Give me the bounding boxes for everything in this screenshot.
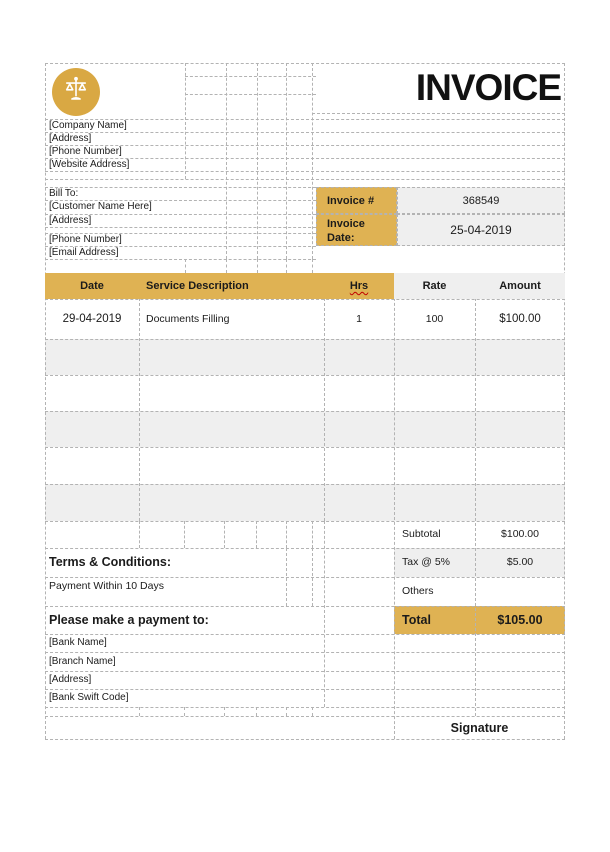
gridline	[45, 171, 565, 172]
empty-table-row	[45, 411, 565, 447]
table-header-amount: Amount	[475, 273, 565, 299]
subtotal-value: $100.00	[501, 528, 539, 540]
gridline	[45, 63, 46, 739]
table-cell-rate[interactable]: 100	[425, 313, 444, 325]
gridline	[224, 707, 225, 716]
company-logo-cell	[45, 63, 185, 119]
invoice-date-label: Invoice Date:	[316, 214, 397, 246]
branch-name-field[interactable]: [Branch Name]	[49, 656, 116, 667]
invoice-number-label: Invoice #	[316, 187, 397, 214]
payment-heading: Please make a payment to:	[49, 613, 209, 627]
table-header-rate: Rate	[394, 273, 475, 299]
invoice-number-value[interactable]: 368549	[397, 187, 565, 214]
invoice-date-value[interactable]: 25-04-2019	[397, 214, 565, 246]
empty-table-row	[45, 447, 565, 484]
table-header-date: Date	[45, 273, 139, 299]
gridline	[286, 548, 287, 606]
tax-label: Tax @ 5%	[402, 556, 451, 568]
gridline	[185, 94, 316, 95]
signature-cell[interactable]: Signature	[450, 721, 509, 735]
scales-of-justice-icon	[61, 75, 91, 110]
table-cell-amount[interactable]: $100.00	[499, 313, 541, 325]
gridline	[45, 227, 316, 228]
gridline	[312, 113, 565, 114]
bank-swift-field[interactable]: [Bank Swift Code]	[49, 692, 129, 703]
terms-heading: Terms & Conditions:	[49, 555, 171, 569]
gridline	[564, 63, 565, 739]
invoice-sheet	[45, 63, 565, 740]
gridline	[224, 521, 225, 548]
gridline	[475, 273, 476, 716]
gridline	[184, 707, 185, 716]
gridline	[312, 521, 313, 548]
table-cell-description[interactable]: Documents Filling	[146, 313, 230, 325]
gridline	[312, 548, 313, 606]
gridline	[139, 707, 140, 716]
gridline	[185, 76, 316, 77]
total-value: $105.00	[497, 613, 543, 627]
gridline	[257, 259, 258, 273]
company-name-field[interactable]: [Company Name]	[49, 120, 127, 131]
gridline	[286, 259, 287, 273]
gridline	[45, 259, 316, 260]
table-cell-hrs[interactable]: 1	[356, 313, 362, 325]
company-address-field[interactable]: [Address]	[49, 133, 92, 144]
gridline	[45, 179, 565, 180]
gridline	[286, 707, 287, 716]
table-cell-date[interactable]: 29-04-2019	[62, 313, 122, 325]
bank-address-field[interactable]: [Address]	[49, 674, 92, 685]
empty-table-row	[45, 484, 565, 521]
gridline	[45, 339, 565, 340]
gridline	[312, 707, 313, 716]
gridline	[45, 411, 565, 412]
gridline	[256, 521, 257, 548]
customer-email-field[interactable]: [Email Address]	[49, 247, 119, 258]
gridline	[394, 273, 395, 739]
gridline	[45, 447, 565, 448]
gridline	[45, 484, 565, 485]
gridline	[139, 521, 140, 548]
gridline	[45, 707, 565, 708]
empty-table-row	[45, 339, 565, 375]
terms-body: Payment Within 10 Days	[49, 580, 164, 592]
others-value[interactable]	[475, 577, 565, 606]
others-label: Others	[402, 585, 434, 597]
gridline	[312, 259, 313, 273]
gridline	[286, 521, 287, 548]
customer-phone-field[interactable]: [Phone Number]	[49, 234, 122, 245]
gridline	[185, 259, 186, 273]
bank-name-field[interactable]: [Bank Name]	[49, 637, 107, 648]
company-phone-field[interactable]: [Phone Number]	[49, 146, 122, 157]
customer-address-field[interactable]: [Address]	[49, 215, 92, 226]
page-title: INVOICE	[415, 67, 561, 108]
tax-value: $5.00	[506, 556, 534, 568]
bill-to-label: Bill To:	[49, 188, 79, 199]
table-header-hrs: Hrs	[324, 273, 394, 299]
company-website-field[interactable]: [Website Address]	[49, 159, 130, 170]
gridline	[45, 375, 565, 376]
gridline	[256, 707, 257, 716]
table-header-service-description: Service Description	[139, 273, 324, 299]
customer-name-field[interactable]: [Customer Name Here]	[49, 201, 152, 212]
gridline	[324, 521, 325, 707]
gridline	[226, 259, 227, 273]
gridline	[184, 521, 185, 548]
total-label: Total	[402, 613, 431, 627]
subtotal-label: Subtotal	[402, 528, 441, 540]
company-logo	[52, 68, 100, 116]
